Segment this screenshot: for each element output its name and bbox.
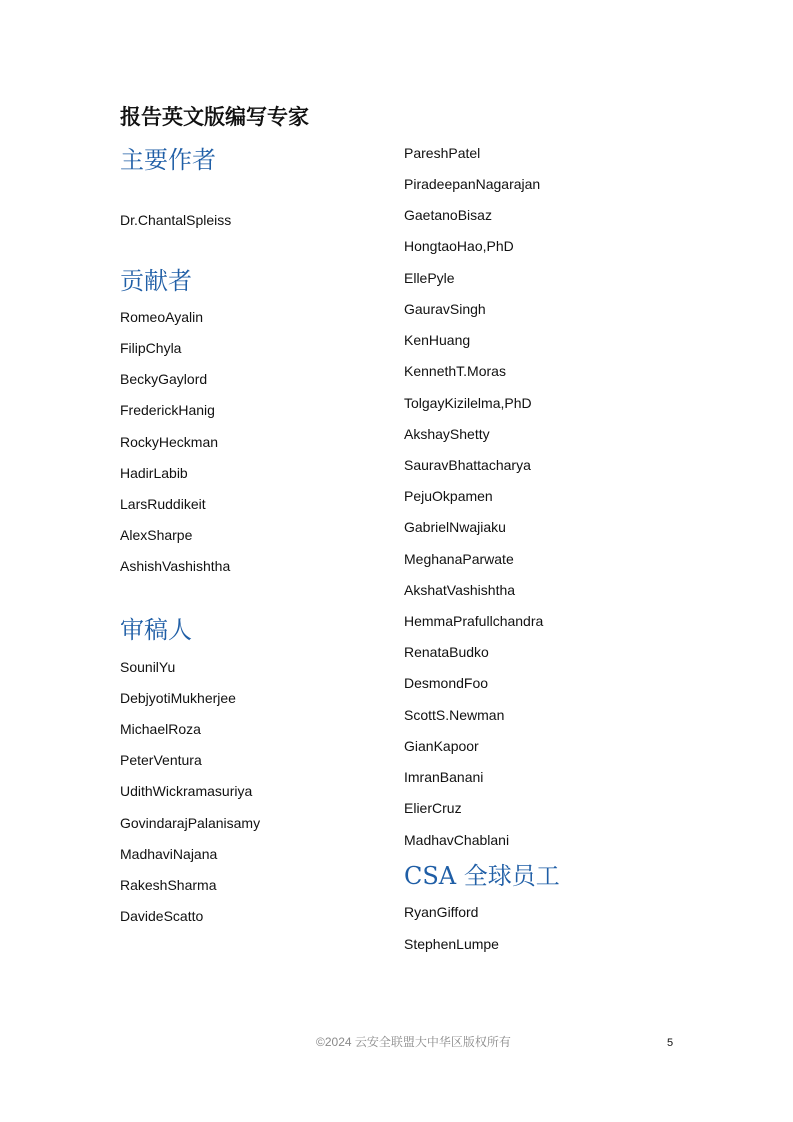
contributor-name: AlexSharpe (120, 527, 193, 543)
reviewer-name: GauravSingh (404, 301, 486, 317)
contributor-name: RockyHeckman (120, 434, 219, 450)
reviewer-name: MeghanaParwate (404, 551, 514, 567)
contributor-name: RomeoAyalin (120, 309, 204, 325)
main-author-name: Dr.ChantalSpleiss (120, 212, 232, 228)
contributor-name: FrederickHanig (120, 402, 215, 418)
reviewer-name: PeterVentura (120, 752, 202, 768)
reviewer-name: HongtaoHao,PhD (404, 238, 514, 254)
reviewer-name: MadhaviNajana (120, 846, 218, 862)
contributor-name: FilipChyla (120, 340, 182, 356)
reviewer-name: PejuOkpamen (404, 488, 493, 504)
page-number: 5 (667, 1037, 674, 1049)
reviewer-name: GianKapoor (404, 738, 479, 754)
reviewer-name: AkshayShetty (404, 426, 490, 442)
reviewer-name: ScottS.Newman (404, 707, 505, 723)
reviewer-name: GabrielNwajiaku (404, 519, 506, 535)
page-heading: 报告英文版编写专家 (120, 105, 309, 129)
reviewer-name: MichaelRoza (120, 721, 201, 737)
contributor-name: HadirLabib (120, 465, 188, 481)
footer-copyright: ©2024 云安全联盟大中华区版权所有 (316, 1035, 511, 1049)
reviewer-name: HemmaPrafullchandra (404, 613, 544, 629)
reviewer-name: ImranBanani (404, 769, 484, 785)
reviewer-name: ElierCruz (404, 800, 462, 816)
staff-name: RyanGifford (404, 904, 479, 920)
reviewer-name: SounilYu (120, 659, 176, 675)
reviewer-name: KenHuang (404, 332, 471, 348)
contributor-name: BeckyGaylord (120, 371, 208, 387)
reviewer-name: RenataBudko (404, 644, 489, 660)
reviewer-name: SauravBhattacharya (404, 457, 531, 473)
reviewer-name: EllePyle (404, 270, 455, 286)
section-title-reviewers: 审稿人 (120, 616, 192, 644)
reviewer-name: TolgayKizilelma,PhD (404, 395, 532, 411)
reviewer-name: MadhavChablani (404, 832, 510, 848)
staff-name: StephenLumpe (404, 936, 499, 952)
reviewer-name: DebjyotiMukherjee (120, 690, 236, 706)
reviewer-name: PiradeepanNagarajan (404, 176, 541, 192)
reviewer-name: DesmondFoo (404, 675, 489, 691)
contributor-name: LarsRuddikeit (120, 496, 206, 512)
contributor-name: AshishVashishtha (120, 558, 231, 574)
section-title-csa-staff: CSA 全球员工 (404, 862, 560, 890)
reviewer-name: RakeshSharma (120, 877, 217, 893)
reviewer-name: GaetanoBisaz (404, 207, 492, 223)
reviewer-name: GovindarajPalanisamy (120, 815, 261, 831)
reviewer-name: AkshatVashishtha (404, 582, 516, 598)
reviewer-name: PareshPatel (404, 145, 481, 161)
reviewer-name: DavideScatto (120, 908, 204, 924)
section-title-main-authors: 主要作者 (120, 146, 216, 174)
section-title-contributors: 贡献者 (120, 267, 192, 295)
reviewer-name: KennethT.Moras (404, 363, 506, 379)
reviewer-name: UdithWickramasuriya (120, 783, 253, 799)
